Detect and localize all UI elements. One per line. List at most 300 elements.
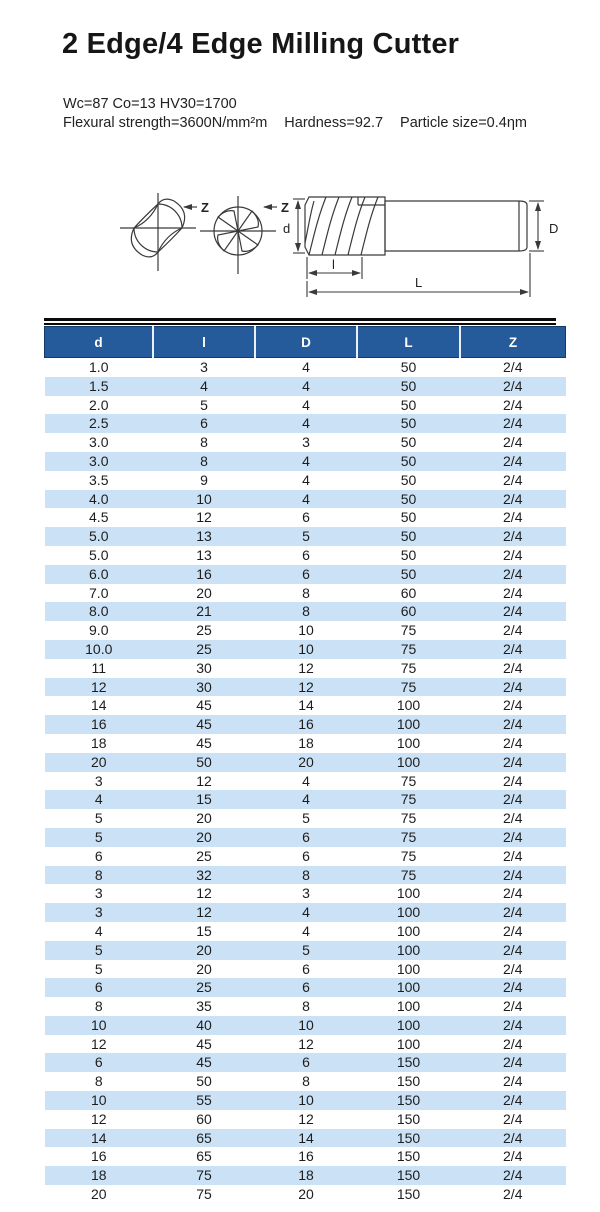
table-cell: 13: [196, 528, 212, 545]
table-cell: 75: [400, 866, 417, 883]
table-row: [45, 1129, 566, 1148]
table-cell: 5: [200, 396, 208, 413]
table-cell: 2/4: [503, 377, 523, 394]
table-cell: 14: [90, 697, 107, 714]
table-cell: 2/4: [503, 716, 523, 733]
cutting-diameter-label: d: [283, 221, 291, 236]
table-row: [45, 471, 566, 490]
table-cell: 75: [400, 772, 417, 789]
table-cell: 10: [298, 640, 314, 657]
table-row: [45, 602, 566, 621]
table-cell: 18: [298, 734, 314, 751]
table-cell: 100: [396, 998, 421, 1015]
table-cell: 100: [396, 1016, 421, 1033]
table-row: [45, 1147, 566, 1166]
table-row: [45, 490, 566, 509]
table-cell: 25: [196, 622, 212, 639]
table-cell: 5: [302, 528, 310, 545]
table-cell: 100: [396, 960, 421, 977]
table-cell: 6: [94, 1054, 103, 1071]
table-cell: 2/4: [503, 640, 523, 657]
table-cell: 8: [94, 998, 103, 1015]
table-cell: 5.0: [89, 528, 109, 545]
table-cell: 2/4: [503, 565, 523, 582]
table-cell: 8: [200, 452, 208, 469]
table-cell: 12: [90, 1110, 107, 1127]
table-cell: 2/4: [503, 828, 523, 845]
table-cell: 2/4: [503, 546, 523, 563]
table-cell: 2/4: [503, 979, 523, 996]
table-cell: 2/4: [503, 697, 523, 714]
table-row: [45, 1185, 566, 1204]
table-cell: 16: [90, 716, 107, 733]
table-cell: 2/4: [503, 941, 523, 958]
table-cell: 20: [90, 753, 107, 770]
table-cell: 150: [396, 1186, 421, 1203]
table-cell: 8: [302, 1073, 310, 1090]
table-cell: 2/4: [503, 509, 523, 526]
table-cell: 8: [302, 584, 310, 601]
table-row: [45, 678, 566, 697]
table-cell: 10: [298, 1092, 314, 1109]
table-cell: 2/4: [503, 396, 523, 413]
table-cell: 2/4: [503, 471, 523, 488]
table-cell: 5: [94, 941, 103, 958]
spec-table: [44, 326, 566, 1204]
table-cell: 5: [94, 828, 103, 845]
table-cell: 50: [400, 396, 417, 413]
table-cell: 20: [196, 584, 212, 601]
flute-count-label-left: Z: [201, 200, 209, 215]
table-cell: 7.0: [89, 584, 109, 601]
table-cell: 12: [196, 904, 212, 921]
table-cell: 8.0: [89, 603, 109, 620]
table-cell: 2/4: [503, 904, 523, 921]
table-cell: 12: [196, 509, 212, 526]
table-cell: 20: [298, 753, 314, 770]
table-cell: 4: [94, 922, 103, 939]
table-cell: 60: [400, 603, 417, 620]
table-cell: 45: [196, 1035, 212, 1052]
table-cell: 25: [196, 640, 212, 657]
table-cell: 75: [400, 659, 417, 676]
table-cell: 10: [196, 490, 212, 507]
table-row: [45, 1091, 566, 1110]
table-cell: 20: [196, 828, 212, 845]
table-row: [45, 847, 566, 866]
table-cell: 12: [298, 659, 314, 676]
table-cell: 65: [196, 1129, 212, 1146]
table-cell: 45: [196, 734, 212, 751]
table-cell: 3.5: [89, 471, 109, 488]
table-cell: 50: [400, 565, 417, 582]
table-cell: 14: [298, 697, 314, 714]
table-cell: 18: [298, 1167, 314, 1184]
table-row: [45, 753, 566, 772]
table-cell: 2/4: [503, 772, 523, 789]
table-cell: 100: [396, 941, 421, 958]
table-row: [45, 866, 566, 885]
table-cell: 100: [396, 753, 421, 770]
table-cell: 15: [196, 922, 212, 939]
table-row: [45, 546, 566, 565]
table-cell: 50: [400, 490, 417, 507]
table-cell: 16: [196, 565, 212, 582]
table-cell: 60: [196, 1110, 212, 1127]
table-cell: 65: [196, 1148, 212, 1165]
table-cell: 3: [94, 885, 103, 902]
table-cell: 150: [396, 1129, 421, 1146]
table-cell: 4: [302, 922, 310, 939]
table-row: [45, 565, 566, 584]
table-row: [45, 358, 566, 377]
table-cell: 150: [396, 1092, 421, 1109]
table-cell: 6: [302, 509, 310, 526]
table-cell: 6: [94, 979, 103, 996]
table-cell: 2/4: [503, 866, 523, 883]
table-cell: 2/4: [503, 734, 523, 751]
table-cell: 45: [196, 716, 212, 733]
table-top-rule: [44, 318, 556, 325]
table-cell: 2/4: [503, 678, 523, 695]
table-cell: 2/4: [503, 1167, 523, 1184]
table-cell: 12: [196, 772, 212, 789]
table-cell: 35: [196, 998, 212, 1015]
table-cell: 10.0: [85, 640, 113, 657]
table-cell: 30: [196, 659, 212, 676]
table-cell: 75: [400, 622, 417, 639]
table-cell: 6: [302, 847, 310, 864]
table-row: [45, 527, 566, 546]
table-cell: 2/4: [503, 1016, 523, 1033]
table-cell: 21: [196, 603, 212, 620]
table-cell: 2/4: [503, 452, 523, 469]
table-cell: 75: [400, 791, 417, 808]
table-cell: 4.0: [89, 490, 109, 507]
table-cell: 50: [196, 753, 212, 770]
table-cell: 10: [90, 1016, 107, 1033]
table-cell: 4: [302, 377, 310, 394]
table-cell: 5: [94, 960, 103, 977]
table-row: [45, 715, 566, 734]
table-cell: 2/4: [503, 434, 523, 451]
table-cell: 150: [396, 1167, 421, 1184]
table-cell: 8: [302, 603, 310, 620]
table-cell: 3.0: [89, 452, 109, 469]
table-row: [45, 772, 566, 791]
table-cell: 5: [94, 810, 103, 827]
column-header: L: [357, 327, 460, 358]
table-cell: 13: [196, 546, 212, 563]
table-row: [45, 922, 566, 941]
table-cell: 100: [396, 885, 421, 902]
table-cell: 14: [298, 1129, 314, 1146]
flute-length-label: l: [332, 257, 335, 272]
table-cell: 100: [396, 979, 421, 996]
table-cell: 2/4: [503, 1148, 523, 1165]
table-cell: 2/4: [503, 1054, 523, 1071]
table-cell: 2/4: [503, 359, 523, 375]
table-cell: 8: [94, 866, 103, 883]
table-cell: 12: [298, 1035, 314, 1052]
flute-count-label-right: Z: [281, 200, 289, 215]
spec-flexural-strength: Flexural strength=3600N/mm²m: [63, 115, 268, 131]
spec-table-section: [44, 318, 556, 1204]
table-row: [45, 809, 566, 828]
table-cell: 2/4: [503, 960, 523, 977]
table-cell: 50: [400, 509, 417, 526]
spec-line-properties: [63, 114, 527, 133]
spec-particle-size: Particle size=0.4ηm: [400, 115, 527, 131]
flute-count-callout-left: [184, 200, 209, 215]
table-cell: 150: [396, 1073, 421, 1090]
table-cell: 1.0: [89, 359, 109, 375]
table-row: [45, 452, 566, 471]
table-cell: 20: [196, 810, 212, 827]
table-header-row: [45, 327, 566, 358]
table-cell: 2/4: [503, 885, 523, 902]
table-row: [45, 621, 566, 640]
table-cell: 12: [90, 1035, 107, 1052]
table-cell: 50: [400, 359, 417, 375]
table-cell: 45: [196, 1054, 212, 1071]
table-cell: 50: [400, 528, 417, 545]
table-cell: 30: [196, 678, 212, 695]
table-cell: 20: [196, 960, 212, 977]
table-cell: 4.5: [89, 509, 109, 526]
table-cell: 4: [302, 772, 310, 789]
table-cell: 2/4: [503, 847, 523, 864]
spec-line-composition: Wc=87 Co=13 HV30=1700: [63, 96, 237, 112]
table-cell: 50: [196, 1073, 212, 1090]
table-cell: 50: [400, 415, 417, 432]
dimension-d: [293, 199, 305, 253]
table-cell: 100: [396, 697, 421, 714]
table-cell: 4: [302, 452, 310, 469]
end-view-4-flute: [200, 196, 276, 274]
table-cell: 150: [396, 1110, 421, 1127]
table-row: [45, 828, 566, 847]
table-cell: 6: [302, 979, 310, 996]
table-cell: 100: [396, 922, 421, 939]
table-cell: 4: [302, 490, 310, 507]
table-cell: 3: [302, 434, 310, 451]
table-cell: 25: [196, 847, 212, 864]
table-cell: 75: [400, 678, 417, 695]
table-row: [45, 1016, 566, 1035]
table-cell: 55: [196, 1092, 212, 1109]
table-row: [45, 1072, 566, 1091]
flute-count-callout-right: [264, 200, 289, 215]
table-cell: 6: [200, 415, 208, 432]
table-cell: 3: [94, 772, 103, 789]
table-cell: 6: [302, 546, 310, 563]
table-cell: 40: [196, 1016, 212, 1033]
dimension-D: [529, 201, 544, 251]
table-cell: 3: [94, 904, 103, 921]
table-cell: 4: [302, 791, 310, 808]
column-header: l: [153, 327, 255, 358]
table-row: [45, 696, 566, 715]
table-cell: 25: [196, 979, 212, 996]
table-cell: 8: [94, 1073, 103, 1090]
table-cell: 2/4: [503, 659, 523, 676]
table-row: [45, 584, 566, 603]
table-cell: 9.0: [89, 622, 109, 639]
technical-drawing: [100, 183, 562, 301]
table-row: [45, 941, 566, 960]
table-cell: 20: [298, 1186, 314, 1203]
table-row: [45, 433, 566, 452]
table-cell: 75: [400, 640, 417, 657]
table-cell: 2/4: [503, 528, 523, 545]
table-cell: 2/4: [503, 584, 523, 601]
table-cell: 2/4: [503, 1129, 523, 1146]
table-cell: 2/4: [503, 415, 523, 432]
table-cell: 3: [302, 885, 310, 902]
table-cell: 150: [396, 1148, 421, 1165]
table-cell: 6: [302, 960, 310, 977]
table-cell: 75: [400, 847, 417, 864]
table-cell: 2/4: [503, 1186, 523, 1203]
table-cell: 8: [200, 434, 208, 451]
table-cell: 100: [396, 904, 421, 921]
table-cell: 32: [196, 866, 212, 883]
table-cell: 2.0: [89, 396, 109, 413]
table-cell: 3: [200, 359, 208, 375]
table-cell: 5.0: [89, 546, 109, 563]
spec-hardness: Hardness=92.7: [284, 115, 384, 131]
table-cell: 6: [302, 828, 310, 845]
table-cell: 10: [90, 1092, 107, 1109]
table-row: [45, 1110, 566, 1129]
table-cell: 2/4: [503, 603, 523, 620]
table-row: [45, 1035, 566, 1054]
table-cell: 75: [196, 1167, 212, 1184]
table-cell: 14: [90, 1129, 107, 1146]
table-cell: 75: [400, 810, 417, 827]
table-row: [45, 659, 566, 678]
table-cell: 2/4: [503, 622, 523, 639]
table-cell: 50: [400, 377, 417, 394]
table-cell: 4: [302, 359, 310, 375]
table-cell: 2/4: [503, 791, 523, 808]
table-cell: 2/4: [503, 1110, 523, 1127]
table-row: [45, 1166, 566, 1185]
table-cell: 2/4: [503, 922, 523, 939]
table-cell: 12: [298, 678, 314, 695]
table-cell: 2/4: [503, 1092, 523, 1109]
column-header: Z: [460, 327, 566, 358]
table-row: [45, 396, 566, 415]
table-cell: 50: [400, 452, 417, 469]
table-cell: 6: [302, 1054, 310, 1071]
side-view-cutter: [305, 197, 527, 255]
table-row: [45, 508, 566, 527]
table-cell: 100: [396, 734, 421, 751]
table-cell: 4: [302, 415, 310, 432]
table-row: [45, 414, 566, 433]
table-row: [45, 377, 566, 396]
table-cell: 2.5: [89, 415, 109, 432]
table-cell: 50: [400, 434, 417, 451]
column-header: d: [45, 327, 154, 358]
end-view-2-flute: [120, 193, 196, 271]
table-cell: 20: [90, 1186, 107, 1203]
table-row: [45, 884, 566, 903]
table-cell: 2/4: [503, 490, 523, 507]
table-cell: 75: [196, 1186, 212, 1203]
table-cell: 9: [200, 471, 208, 488]
table-cell: 16: [298, 1148, 314, 1165]
page-title: 2 Edge/4 Edge Milling Cutter: [62, 28, 460, 60]
table-cell: 8: [302, 866, 310, 883]
table-row: [45, 903, 566, 922]
table-row: [45, 790, 566, 809]
table-row: [45, 978, 566, 997]
table-cell: 11: [91, 659, 107, 676]
table-cell: 1.5: [89, 377, 109, 394]
table-cell: 5: [302, 941, 310, 958]
table-cell: 4: [200, 377, 208, 394]
table-row: [45, 997, 566, 1016]
table-cell: 4: [302, 904, 310, 921]
table-cell: 8: [302, 998, 310, 1015]
table-cell: 10: [298, 1016, 314, 1033]
table-row: [45, 734, 566, 753]
table-cell: 2/4: [503, 1035, 523, 1052]
table-cell: 18: [90, 734, 107, 751]
table-cell: 12: [196, 885, 212, 902]
table-cell: 6: [302, 565, 310, 582]
table-cell: 5: [302, 810, 310, 827]
table-cell: 3.0: [89, 434, 109, 451]
table-cell: 12: [298, 1110, 314, 1127]
table-cell: 150: [396, 1054, 421, 1071]
table-cell: 100: [396, 716, 421, 733]
table-cell: 12: [90, 678, 107, 695]
table-cell: 75: [400, 828, 417, 845]
table-cell: 2/4: [503, 1073, 523, 1090]
table-cell: 18: [90, 1167, 107, 1184]
table-cell: 45: [196, 697, 212, 714]
material-specs: [63, 95, 527, 133]
table-cell: 50: [400, 471, 417, 488]
table-cell: 15: [196, 791, 212, 808]
table-cell: 16: [90, 1148, 107, 1165]
table-cell: 10: [298, 622, 314, 639]
table-cell: 2/4: [503, 810, 523, 827]
overall-length-label: L: [415, 275, 423, 290]
table-cell: 4: [302, 396, 310, 413]
table-cell: 4: [94, 791, 103, 808]
table-row: [45, 1053, 566, 1072]
table-cell: 16: [298, 716, 314, 733]
table-cell: 2/4: [503, 753, 523, 770]
table-cell: 6.0: [89, 565, 109, 582]
table-cell: 50: [400, 546, 417, 563]
table-cell: 60: [400, 584, 417, 601]
table-cell: 100: [396, 1035, 421, 1052]
table-row: [45, 960, 566, 979]
table-cell: 20: [196, 941, 212, 958]
column-header: D: [255, 327, 357, 358]
table-cell: 4: [302, 471, 310, 488]
shank-diameter-label: D: [549, 221, 559, 236]
table-cell: 2/4: [503, 998, 523, 1015]
table-cell: 6: [94, 847, 103, 864]
table-row: [45, 640, 566, 659]
